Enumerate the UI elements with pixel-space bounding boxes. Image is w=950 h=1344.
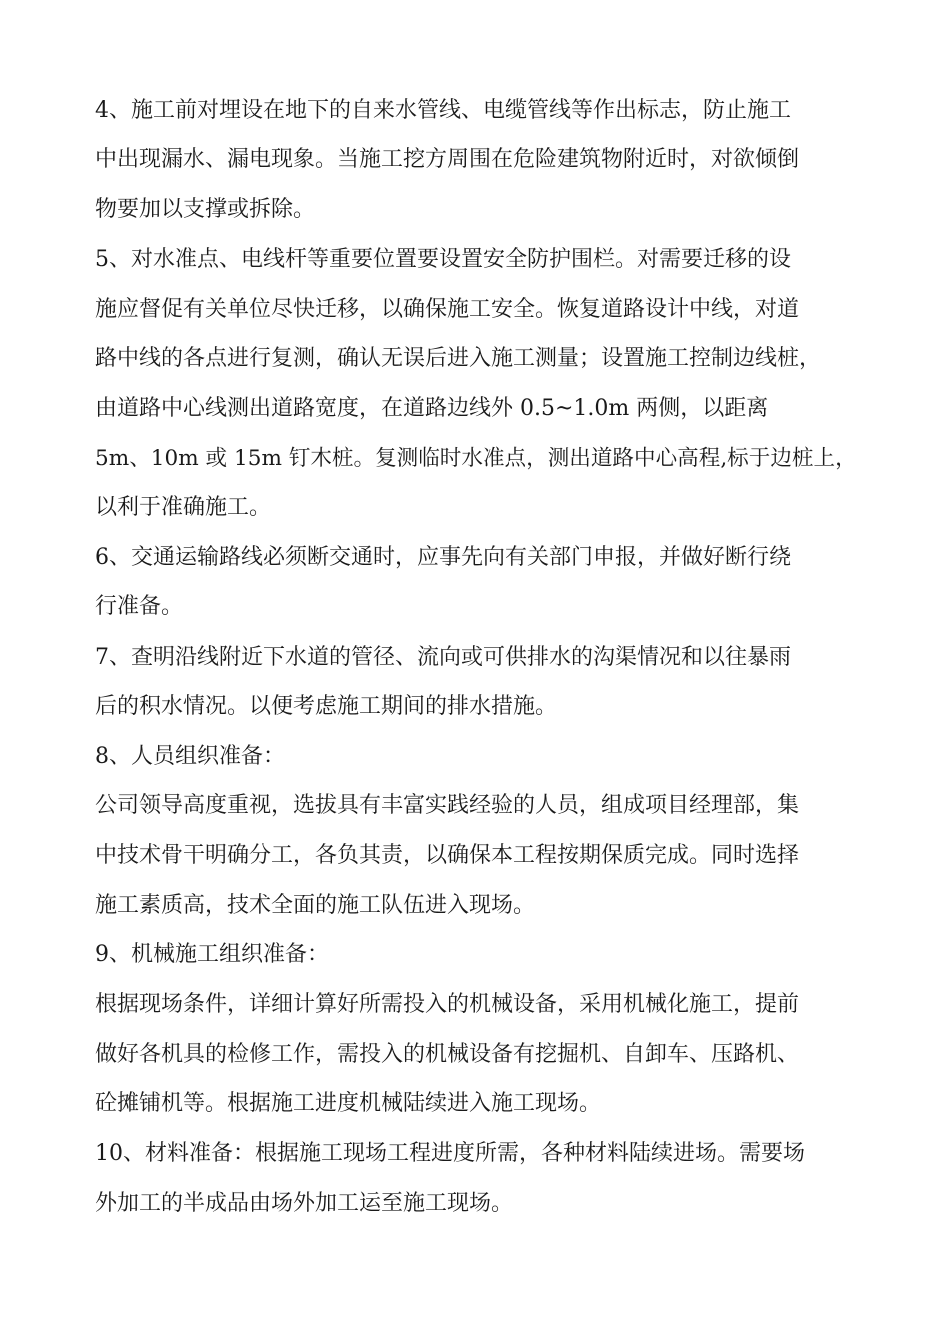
text-line: 10、材料准备：根据施工现场工程进度所需，各种材料陆续进场。需要场 [95, 1141, 805, 1166]
text-line: 5m、10m 或 15m 钉木桩。复测临时水准点，测出道路中心高程,标于边桩上， [95, 446, 857, 471]
text-line: 7、查明沿线附近下水道的管径、流向或可供排水的沟渠情况和以往暴雨 [95, 645, 791, 670]
text-line: 砼摊铺机等。根据施工进度机械陆续进入施工现场。 [95, 1091, 602, 1116]
text-line: 根据现场条件，详细计算好所需投入的机械设备，采用机械化施工，提前 [95, 992, 800, 1017]
text-line: 施工素质高，技术全面的施工队伍进入现场。 [95, 893, 536, 918]
text-line: 8、人员组织准备： [95, 744, 285, 769]
text-line: 物要加以支撑或拆除。 [95, 197, 316, 222]
text-line: 4、施工前对埋设在地下的自来水管线、电缆管线等作出标志，防止施工 [95, 98, 791, 123]
text-line: 公司领导高度重视，选拔具有丰富实践经验的人员，组成项目经理部，集 [95, 793, 800, 818]
text-line: 后的积水情况。以便考虑施工期间的排水措施。 [95, 694, 558, 719]
text-line: 以利于准确施工。 [95, 495, 272, 520]
text-line: 路中线的各点进行复测，确认无误后进入施工测量；设置施工控制边线桩， [95, 346, 822, 371]
text-line: 外加工的半成品由场外加工运至施工现场。 [95, 1191, 514, 1216]
text-line: 5、对水准点、电线杆等重要位置要设置安全防护围栏。对需要迁移的设 [95, 247, 791, 272]
text-line: 由道路中心线测出道路宽度，在道路边线外 0.5~1.0m 两侧，以距离 [95, 396, 769, 421]
text-line: 中技术骨干明确分工，各负其责，以确保本工程按期保质完成。同时选择 [95, 843, 800, 868]
text-line: 6、交通运输路线必须断交通时，应事先向有关部门申报，并做好断行绕 [95, 545, 791, 570]
text-line: 施应督促有关单位尽快迁移，以确保施工安全。恢复道路设计中线，对道 [95, 297, 800, 322]
text-line: 中出现漏水、漏电现象。当施工挖方周围在危险建筑物附近时，对欲倾倒 [95, 147, 800, 172]
text-line: 做好各机具的检修工作，需投入的机械设备有挖掘机、自卸车、压路机、 [95, 1042, 800, 1067]
text-line: 9、机械施工组织准备： [95, 942, 329, 967]
text-line: 行准备。 [95, 594, 184, 619]
